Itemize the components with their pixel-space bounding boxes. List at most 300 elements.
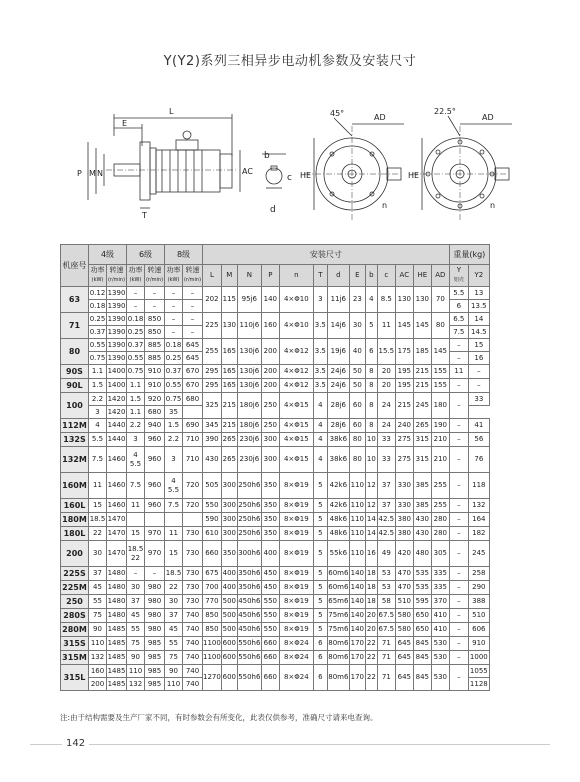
dim-cell: 535: [413, 581, 431, 595]
perf-cell: 0.25: [165, 352, 183, 365]
weight-y2-cell: 510: [468, 609, 489, 623]
dim-cell: 24j6: [327, 365, 349, 379]
dim-cell: 4×Φ15: [279, 433, 313, 447]
dim-cell: 6: [365, 339, 377, 365]
dim-cell: 60m6: [327, 581, 349, 595]
dim-label-n: n: [382, 201, 388, 210]
header-speed-8: 转速 (r/min): [183, 265, 203, 287]
weight-y-cell: 7.5: [449, 326, 468, 339]
header-dim-ac: AC: [395, 265, 413, 287]
dim-label-M: M: [89, 169, 96, 178]
dim-cell: 170: [349, 651, 365, 665]
dim-cell: 145: [413, 313, 431, 339]
weight-y-cell: –: [449, 637, 468, 651]
dim-cell: 42k6: [327, 473, 349, 499]
header-dim-he: HE: [413, 265, 431, 287]
dim-cell: 265: [413, 419, 431, 433]
frame-cell: 132S: [61, 433, 89, 447]
dim-cell: 4×Φ10: [279, 313, 313, 339]
perf-cell: 1485: [107, 665, 127, 678]
perf-cell: 0.25: [127, 326, 145, 339]
dim-cell: 580: [395, 609, 413, 623]
dim-cell: 140: [349, 623, 365, 637]
dim-cell: 70: [431, 287, 449, 313]
dim-cell: 590: [203, 513, 222, 527]
perf-cell: 980: [145, 595, 165, 609]
dim-cell: 53: [377, 567, 395, 581]
dim-cell: 165: [221, 365, 237, 379]
weight-y2-cell: 1000: [468, 651, 489, 665]
dim-cell: 550h6: [237, 637, 261, 651]
perf-cell: 30: [89, 541, 107, 567]
dim-cell: 22: [365, 665, 377, 691]
perf-cell: 710: [183, 433, 203, 447]
perf-cell: 1470: [107, 527, 127, 541]
dim-cell: 1270: [203, 665, 222, 691]
table-row: [61, 513, 490, 527]
weight-y2-cell: 35: [165, 406, 183, 419]
dim-cell: 315: [413, 447, 431, 473]
dim-cell: 400: [221, 581, 237, 595]
perf-cell: 0.18: [127, 313, 145, 326]
dim-cell: 130j6: [237, 379, 261, 393]
dim-label-AC: AC: [242, 167, 253, 176]
weight-y2-cell: 41: [468, 419, 489, 433]
dim-cell: 450h6: [237, 595, 261, 609]
dim-label-E: E: [122, 119, 128, 128]
header-dim-p: P: [261, 265, 279, 287]
weight-y-cell: –: [449, 581, 468, 595]
perf-cell: 960: [145, 499, 165, 513]
dim-cell: 110j6: [237, 313, 261, 339]
dim-cell: 200: [261, 365, 279, 379]
dim-cell: 770: [203, 595, 222, 609]
weight-y2-cell: 388: [468, 595, 489, 609]
perf-cell: 670: [183, 379, 203, 393]
dim-cell: 4×Φ12: [279, 339, 313, 365]
dim-cell: 700: [203, 581, 222, 595]
dim-cell: 550: [203, 499, 222, 513]
dim-cell: 60: [349, 419, 365, 433]
dim-cell: 42.5: [377, 527, 395, 541]
perf-cell: 720: [183, 499, 203, 513]
dim-cell: 165: [221, 339, 237, 365]
dim-cell: 4: [313, 433, 327, 447]
weight-y2-cell: 118: [468, 473, 489, 499]
perf-cell: 1.5: [127, 393, 145, 406]
header-power-4: 功率 (kW): [89, 265, 107, 287]
weight-y-cell: –: [449, 595, 468, 609]
dim-cell: 165: [221, 379, 237, 393]
dim-cell: 18: [365, 595, 377, 609]
dim-cell: 37: [377, 499, 395, 513]
dim-cell: 110: [349, 473, 365, 499]
dim-cell: 8×Φ19: [279, 623, 313, 637]
perf-cell: 160: [89, 665, 107, 678]
frame-cell: 71: [61, 313, 89, 339]
dim-cell: 71: [377, 665, 395, 691]
dim-cell: 215: [413, 379, 431, 393]
header-dim-ad: AD: [431, 265, 449, 287]
dim-cell: 200: [261, 339, 279, 365]
dim-cell: 265: [221, 447, 237, 473]
perf-cell: 980: [145, 581, 165, 595]
dim-cell: 240: [395, 419, 413, 433]
perf-cell: 1.5: [89, 379, 107, 393]
perf-cell: –: [183, 287, 203, 300]
perf-cell: 960: [145, 447, 165, 473]
dim-cell: 145: [431, 339, 449, 365]
dim-cell: 22: [365, 651, 377, 665]
dim-cell: 660: [261, 637, 279, 651]
perf-cell: 970: [145, 541, 165, 567]
dim-cell: 275: [395, 447, 413, 473]
perf-cell: 3: [165, 447, 183, 473]
table-row: [61, 365, 490, 379]
dim-cell: 1100: [203, 651, 222, 665]
weight-y-cell: 5.5: [449, 287, 468, 300]
dim-cell: 11j6: [327, 287, 349, 313]
frame-cell: 315L: [61, 665, 89, 691]
dim-cell: 5: [313, 527, 327, 541]
table-row: [61, 651, 490, 665]
perf-cell: 1420: [107, 406, 127, 419]
perf-cell: 15: [165, 541, 183, 567]
dim-cell: 295: [203, 379, 222, 393]
page-number: 142: [62, 738, 89, 749]
dim-cell: 550: [261, 595, 279, 609]
dim-cell: 550h6: [237, 665, 261, 691]
perf-cell: 90: [89, 623, 107, 637]
perf-cell: 55: [127, 623, 145, 637]
perf-cell: 90: [127, 651, 145, 665]
header-4-pole: 4级: [89, 245, 127, 265]
dim-cell: 1100: [203, 637, 222, 651]
perf-cell: 1470: [107, 513, 127, 527]
dim-cell: 385: [413, 473, 431, 499]
dim-cell: 14: [365, 513, 377, 527]
dim-cell: 130: [395, 287, 413, 313]
header-dim-n: n: [279, 265, 313, 287]
dim-cell: 170: [349, 665, 365, 691]
weight-y2-cell: 910: [468, 637, 489, 651]
dim-cell: 60m6: [327, 567, 349, 581]
dim-cell: 5: [313, 499, 327, 513]
dim-label-angle-22-5: 22.5°: [434, 107, 456, 116]
dim-cell: 48k6: [327, 513, 349, 527]
perf-cell: 1460: [107, 499, 127, 513]
perf-cell: [183, 513, 203, 527]
weight-y2-cell: 33: [468, 393, 489, 406]
dim-cell: 4: [365, 287, 377, 313]
dim-cell: 280: [431, 513, 449, 527]
perf-cell: 0.75: [165, 393, 183, 406]
dim-cell: 23: [349, 287, 365, 313]
dim-cell: 195: [395, 379, 413, 393]
perf-cell: 45: [127, 609, 145, 623]
perf-cell: 2.2: [165, 433, 183, 447]
weight-y-cell: 6: [449, 300, 468, 313]
header-speed-4: 转速 (r/min): [107, 265, 127, 287]
dim-cell: 530: [431, 637, 449, 651]
motor-spec-table: [60, 244, 490, 691]
dim-cell: 20: [377, 365, 395, 379]
perf-cell: 710: [183, 447, 203, 473]
header-power-8: 功率 (kW): [165, 265, 183, 287]
dim-cell: 600: [221, 665, 237, 691]
dim-label-P: P: [77, 169, 82, 178]
perf-cell: 37: [89, 567, 107, 581]
table-row: [61, 447, 490, 473]
perf-cell: –: [165, 313, 183, 326]
dim-cell: 170: [349, 637, 365, 651]
perf-cell: 0.55: [165, 379, 183, 393]
dim-cell: 140: [349, 609, 365, 623]
perf-cell: 11: [127, 499, 145, 513]
dim-cell: 24j6: [327, 379, 349, 393]
perf-cell: 1480: [107, 581, 127, 595]
table-row: [61, 419, 490, 433]
perf-cell: 0.12: [89, 287, 107, 300]
perf-cell: –: [183, 313, 203, 326]
perf-cell: 720: [183, 473, 203, 499]
dim-cell: 180j6: [237, 419, 261, 433]
dim-cell: 110: [349, 513, 365, 527]
header-8-pole: 8级: [165, 245, 203, 265]
dim-cell: 80m6: [327, 651, 349, 665]
table-row: [61, 623, 490, 637]
table-row: [61, 433, 490, 447]
dim-cell: 50: [349, 379, 365, 393]
perf-cell: 1390: [107, 352, 127, 365]
perf-cell: 3: [89, 406, 107, 419]
dim-cell: 38k6: [327, 447, 349, 473]
weight-y2-cell: 164: [468, 513, 489, 527]
dim-label-c: c: [287, 173, 292, 183]
dim-cell: 330: [395, 473, 413, 499]
table-row: [61, 637, 490, 651]
dim-cell: 530: [431, 665, 449, 691]
dim-cell: 4: [313, 393, 327, 419]
dim-cell: 300h6: [237, 541, 261, 567]
header-dim-e: E: [349, 265, 365, 287]
dim-cell: 110: [349, 541, 365, 567]
perf-cell: 0.18: [165, 339, 183, 352]
dim-cell: 12: [365, 473, 377, 499]
perf-cell: 90: [165, 665, 183, 678]
dim-cell: 580: [395, 623, 413, 637]
perf-cell: 1390: [107, 339, 127, 352]
weight-y2-cell: 15: [468, 339, 489, 352]
dim-cell: 8.5: [377, 287, 395, 313]
dim-cell: 140: [349, 567, 365, 581]
dim-cell: 6: [313, 665, 327, 691]
weight-y-cell: –: [449, 393, 468, 419]
table-header: [61, 245, 490, 287]
frame-cell: 80: [61, 339, 89, 365]
weight-y2-cell: 258: [468, 567, 489, 581]
perf-cell: 55: [89, 595, 107, 609]
dim-cell: 53: [377, 581, 395, 595]
dim-cell: 4×Φ10: [279, 287, 313, 313]
table-row: [61, 499, 490, 513]
weight-y2-cell: 13: [468, 287, 489, 300]
dim-cell: 535: [413, 567, 431, 581]
dim-cell: 380: [395, 513, 413, 527]
frame-cell: 112M: [61, 419, 89, 433]
dim-cell: 5: [313, 623, 327, 637]
perf-cell: 2.2: [127, 419, 145, 433]
dim-cell: 280: [431, 527, 449, 541]
weight-y2-cell: 606: [468, 623, 489, 637]
perf-cell: 885: [145, 339, 165, 352]
dim-cell: 8: [365, 379, 377, 393]
perf-cell: 37: [127, 595, 145, 609]
header-dim-n: N: [237, 265, 261, 287]
dim-cell: 300: [221, 473, 237, 499]
dim-cell: 20: [365, 623, 377, 637]
dim-cell: 345: [203, 419, 222, 433]
dim-cell: 255: [431, 499, 449, 513]
weight-y-cell: –: [449, 379, 468, 393]
dim-cell: 350: [261, 473, 279, 499]
dim-cell: 510: [395, 595, 413, 609]
side-view-drawing: [88, 114, 240, 208]
perf-cell: 30: [127, 581, 145, 595]
dim-cell: 610: [203, 527, 222, 541]
dim-cell: 420: [395, 541, 413, 567]
perf-cell: 1400: [107, 365, 127, 379]
perf-cell: –: [183, 300, 203, 313]
dim-cell: 5: [365, 313, 377, 339]
perf-cell: 1420: [107, 393, 127, 406]
dim-cell: 175: [395, 339, 413, 365]
perf-cell: 18.5: [89, 513, 107, 527]
dim-cell: 202: [203, 287, 222, 313]
dim-cell: 8×Φ19: [279, 581, 313, 595]
table-row: [61, 393, 490, 406]
dim-cell: 12: [365, 499, 377, 513]
dim-label-n-2: n: [490, 201, 496, 210]
perf-cell: –: [145, 287, 165, 300]
dim-cell: 400: [261, 541, 279, 567]
perf-cell: 1480: [107, 609, 127, 623]
header-6-pole: 6级: [127, 245, 165, 265]
dim-cell: 80m6: [327, 665, 349, 691]
dim-cell: 50: [349, 365, 365, 379]
dim-cell: 10: [365, 433, 377, 447]
dim-cell: 140: [349, 581, 365, 595]
dim-label-d: d: [270, 205, 276, 215]
perf-cell: 885: [145, 352, 165, 365]
frame-cell: 180M: [61, 513, 89, 527]
dim-cell: 30: [349, 313, 365, 339]
perf-cell: 7.5: [165, 499, 183, 513]
dim-cell: 71: [377, 637, 395, 651]
dim-cell: 33: [377, 433, 395, 447]
header-install-dims: 安装尺寸: [203, 245, 450, 265]
dim-label-T: T: [142, 211, 147, 220]
dim-cell: 16: [365, 541, 377, 567]
perf-cell: 740: [183, 665, 203, 678]
dim-cell: 400: [221, 567, 237, 581]
dim-label-HE: HE: [300, 171, 312, 180]
perf-cell: 75: [165, 651, 183, 665]
frame-cell: 315M: [61, 651, 89, 665]
weight-y-cell: –: [449, 499, 468, 513]
perf-cell: 7.5: [127, 473, 145, 499]
weight-y2-cell: 245: [468, 541, 489, 567]
dim-cell: 8×Φ19: [279, 513, 313, 527]
perf-cell: 37: [165, 609, 183, 623]
perf-cell: 740: [183, 623, 203, 637]
dim-cell: 450: [261, 581, 279, 595]
dim-cell: 325: [203, 393, 222, 419]
frame-cell: 160M: [61, 473, 89, 499]
dim-cell: 65m6: [327, 595, 349, 609]
dim-cell: 8×Φ19: [279, 499, 313, 513]
perf-cell: 740: [183, 651, 203, 665]
dim-cell: 67.5: [377, 623, 395, 637]
dim-cell: 5: [313, 595, 327, 609]
dim-cell: 80: [431, 313, 449, 339]
perf-cell: 970: [145, 527, 165, 541]
dim-cell: 350: [261, 499, 279, 513]
dim-cell: 275: [395, 433, 413, 447]
dim-cell: 845: [413, 665, 431, 691]
perf-cell: 680: [183, 393, 203, 406]
dim-cell: 80m6: [327, 637, 349, 651]
perf-cell: 1470: [107, 541, 127, 567]
dim-cell: 350: [221, 541, 237, 567]
dim-cell: 4×Φ15: [279, 393, 313, 419]
dim-label-L: L: [169, 107, 174, 116]
perf-cell: 1390: [107, 287, 127, 300]
table-row: [61, 581, 490, 595]
weight-y2-cell: 56: [468, 433, 489, 447]
perf-cell: 2.2: [89, 393, 107, 406]
dim-cell: 4: [313, 419, 327, 433]
perf-cell: 0.55: [89, 339, 107, 352]
dim-label-b: b: [264, 151, 270, 161]
dim-cell: 5: [313, 609, 327, 623]
dim-cell: 645: [395, 665, 413, 691]
dim-cell: 350: [261, 527, 279, 541]
dim-cell: 130: [221, 313, 237, 339]
dim-cell: 15.5: [377, 339, 395, 365]
dim-cell: 40: [349, 339, 365, 365]
header-dim-c: c: [377, 265, 395, 287]
dim-cell: 4: [313, 447, 327, 473]
dim-cell: 200: [261, 379, 279, 393]
dim-cell: 600: [221, 651, 237, 665]
perf-cell: 22: [165, 581, 183, 595]
perf-cell: 0.37: [127, 339, 145, 352]
perf-cell: 0.75: [127, 365, 145, 379]
perf-cell: –: [127, 567, 145, 581]
dim-cell: 14j6: [327, 313, 349, 339]
dim-cell: 3.5: [313, 339, 327, 365]
perf-cell: 11: [165, 527, 183, 541]
dim-cell: 67.5: [377, 609, 395, 623]
table-row: [61, 595, 490, 609]
header-dim-m: M: [221, 265, 237, 287]
table-row: [61, 665, 490, 678]
dim-cell: 195: [395, 365, 413, 379]
header-weight-y2: Y2: [468, 265, 489, 287]
dim-cell: 255: [431, 473, 449, 499]
weight-y-cell: –: [449, 527, 468, 541]
